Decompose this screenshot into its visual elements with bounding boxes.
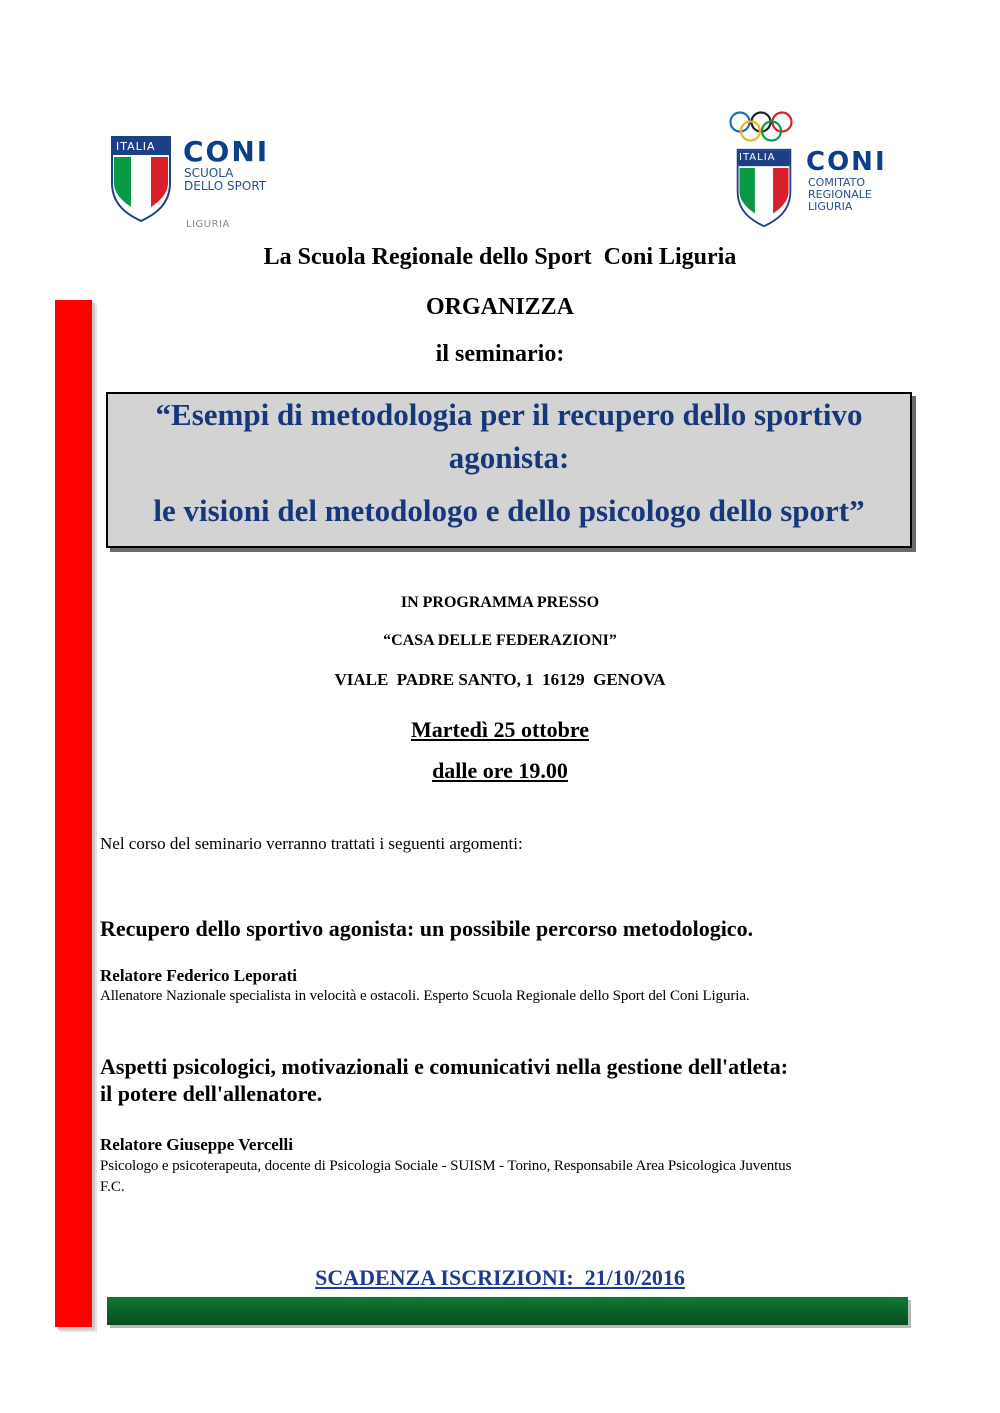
topic-1-title: Recupero dello sportivo agonista: un possibile percorso metodologico. [100, 916, 754, 941]
topic-2-speaker: Relatore Giuseppe Vercelli [100, 1135, 293, 1154]
topics-intro: Nel corso del seminario verranno trattati i seguenti argomenti: [100, 834, 523, 853]
coni-comitato-logo [728, 110, 908, 230]
coni-brand: CONI [806, 147, 887, 177]
logo-subtitle-line3: LIGURIA [808, 200, 853, 213]
logo-subtitle-line1: COMITATO [808, 176, 865, 189]
badge-text: ITALIA [116, 140, 156, 153]
coni-brand: CONI [183, 135, 270, 168]
coni-scuola-logo [110, 135, 310, 230]
organizza-heading: ORGANIZZA [425, 294, 575, 320]
registration-deadline: SCADENZA ISCRIZIONI: 21/10/2016 [315, 1265, 685, 1290]
topic-2-bio-line1: Psicologo e psicoterapeuta, docente di Psicologia Sociale - SUISM - Torino, Responsabile Area Psicologica Juventus [100, 1158, 792, 1174]
green-decorative-bar [107, 1297, 908, 1325]
topic-2-title-line2: il potere dell'allenatore. [100, 1081, 323, 1106]
badge-text: ITALIA [739, 152, 776, 163]
olympic-rings-icon [728, 110, 808, 144]
seminar-title-line3: le visioni del metodologo e dello psicologo dello sport” [153, 493, 865, 528]
logo-subtitle-line1: SCUOLA [184, 166, 234, 180]
topic-1-speaker: Relatore Federico Leporati [100, 966, 298, 985]
event-date: Martedì 25 ottobre [411, 717, 589, 742]
organizer-heading: La Scuola Regionale dello Sport Coni Liguria [263, 244, 737, 270]
venue-label: IN PROGRAMMA PRESSO [400, 594, 600, 611]
red-decorative-bar [55, 300, 92, 1327]
logo-region: LIGURIA [186, 219, 230, 230]
seminar-title-line1: “Esempi di metodologia per il recupero dello sportivo [155, 397, 863, 432]
topic-2-bio-line2: F.C. [100, 1179, 125, 1195]
topic-2-title-line1: Aspetti psicologici, motivazionali e comunicativi nella gestione dell'atleta: [100, 1054, 789, 1079]
venue-address: VIALE PADRE SANTO, 1 16129 GENOVA [334, 670, 666, 689]
venue-name: “CASA DELLE FEDERAZIONI” [383, 632, 617, 649]
logo-subtitle-line2: DELLO SPORT [184, 179, 267, 193]
event-time: dalle ore 19.00 [432, 758, 568, 783]
seminar-intro: il seminario: [435, 341, 565, 367]
topic-1-bio: Allenatore Nazionale specialista in velocità e ostacoli. Esperto Scuola Regionale dello Sport del Coni Liguria. [100, 988, 750, 1004]
seminar-title-line2: agonista: [448, 440, 570, 475]
logo-subtitle-line2: REGIONALE [808, 188, 872, 201]
